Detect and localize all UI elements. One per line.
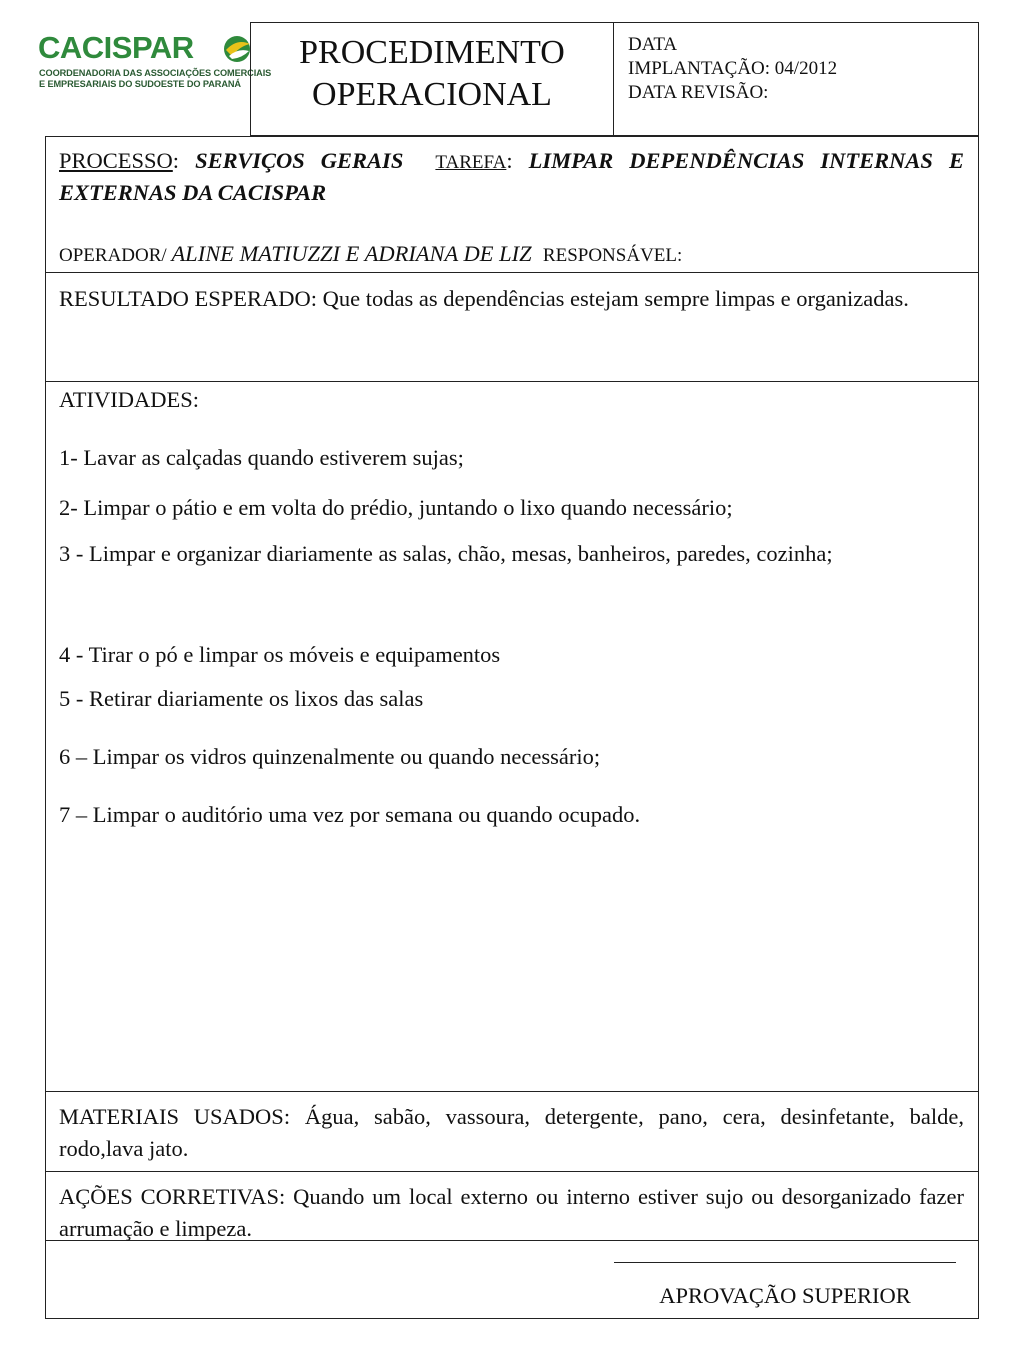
cacispar-logo [36, 30, 272, 94]
revision-date: DATA REVISÃO: [628, 82, 769, 103]
responsible-label: RESPONSÁVEL: [542, 245, 683, 266]
task-label: TAREFA [435, 152, 507, 173]
logo-subtitle-line2: E EMPRESARIAIS DO SUDOESTE DO PARANÁ [39, 79, 241, 89]
process-separator: : [172, 148, 196, 173]
header-divider [613, 22, 614, 136]
activity-item-2: 2- Limpar o pátio e em volta do prédio, juntando o lixo quando necessário; [59, 495, 733, 520]
corrective-actions: AÇÕES CORRETIVAS: Quando um local externo ou interno estiver sujo ou desorganizado fazer arrumação e limpeza. [59, 1184, 964, 1241]
materials-used: MATERIAIS USADOS: Água, sabão, vassoura, detergente, pano, cera, desinfetante, balde, rodo,lava jato. [59, 1104, 964, 1161]
operator-line [59, 239, 964, 271]
process-value: SERVIÇOS GERAIS [195, 148, 404, 173]
activity-item-4: 4 - Tirar o pó e limpar os móveis e equipamentos [59, 642, 501, 667]
divider-2 [45, 381, 979, 382]
activity-item-5: 5 - Retirar diariamente os lixos das salas [59, 686, 424, 711]
activity-item-3: 3 - Limpar e organizar diariamente as salas, chão, mesas, banheiros, paredes, cozinha; [59, 541, 833, 566]
operator-value: ALINE MATIUZZI E ADRIANA DE LIZ [171, 241, 532, 266]
title-line-2: OPERACIONAL [312, 76, 552, 113]
activity-item-1: 1- Lavar as calçadas quando estiverem sujas; [59, 445, 464, 470]
date-block [628, 33, 968, 105]
document-title [251, 32, 613, 116]
title-line-1: PROCEDIMENTO [299, 34, 565, 71]
task-separator: : [506, 148, 529, 173]
activities-heading: ATIVIDADES: [59, 387, 199, 412]
divider-1 [45, 272, 979, 273]
process-task-line [59, 146, 964, 208]
operator-label: OPERADOR/ [59, 245, 172, 266]
logo-brand-text: CACISPAR [38, 30, 194, 65]
implantation-date: IMPLANTAÇÃO: 04/2012 [628, 58, 838, 79]
process-label: PROCESSO [59, 148, 173, 173]
activity-item-7: 7 – Limpar o auditório uma vez por semana ou quando ocupado. [59, 802, 641, 827]
leaf-sun-logo-icon [220, 34, 254, 64]
task-value: LIMPAR DEPENDÊNCIAS INTERNAS E EXTERNAS DA CACISPAR [59, 148, 964, 205]
logo-subtitle-line1: COORDENADORIA DAS ASSOCIAÇÕES COMERCIAIS [39, 68, 272, 78]
signature-line [614, 1262, 956, 1263]
approval-label: APROVAÇÃO SUPERIOR [659, 1283, 911, 1308]
activity-item-6: 6 – Limpar os vidros quinzenalmente ou quando necessário; [59, 744, 601, 769]
divider-3 [45, 1091, 979, 1092]
divider-4 [45, 1171, 979, 1172]
date-label: DATA [628, 34, 678, 55]
expected-result: RESULTADO ESPERADO: Que todas as dependências estejam sempre limpas e organizadas. [59, 286, 909, 311]
